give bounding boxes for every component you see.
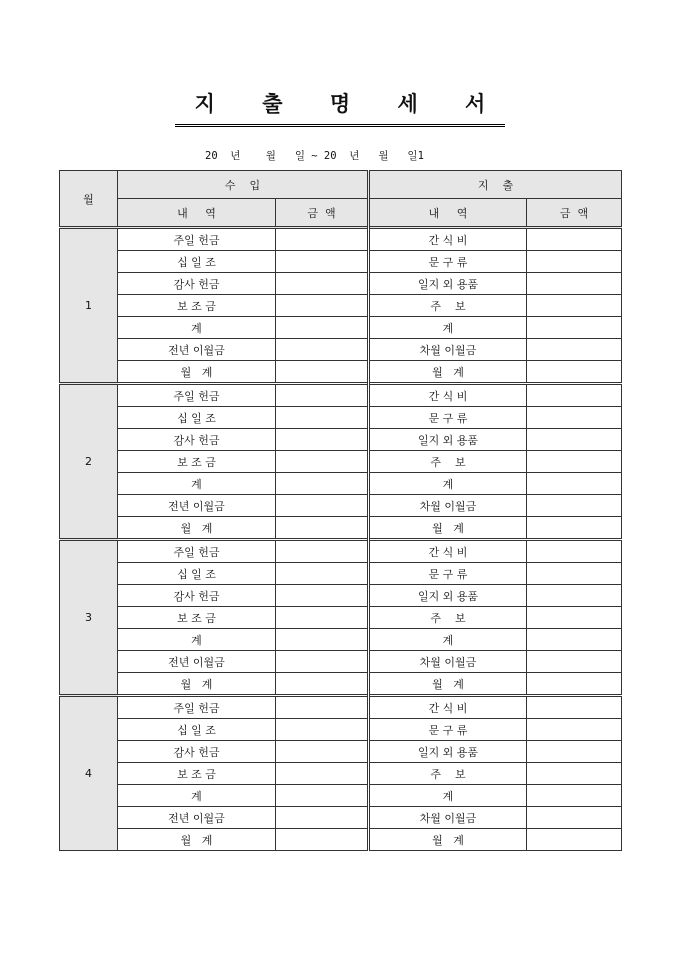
income-item-cell: 보 조 금: [118, 763, 276, 785]
month-header: 월: [60, 171, 118, 228]
expense-item-cell: 간 식 비: [369, 696, 527, 719]
table-row: [60, 563, 622, 585]
income-item-cell: 보 조 금: [118, 295, 276, 317]
expense-amount-cell[interactable]: [527, 807, 622, 829]
income-item-cell: 십 일 조: [118, 719, 276, 741]
month-group: [60, 384, 622, 540]
table-row: [60, 629, 622, 651]
document-title: 지 출 명 세 서: [175, 88, 506, 127]
expense-item-cell: 계: [369, 629, 527, 651]
income-amount-cell[interactable]: [276, 763, 369, 785]
income-item-cell: 감사 헌금: [118, 273, 276, 295]
income-amount-cell[interactable]: [276, 585, 369, 607]
expense-amount-cell[interactable]: [527, 473, 622, 495]
income-amount-cell[interactable]: [276, 719, 369, 741]
month-cell: 1: [60, 228, 118, 384]
income-amount-cell[interactable]: [276, 540, 369, 563]
month-cell: 2: [60, 384, 118, 540]
expense-amount-cell[interactable]: [527, 607, 622, 629]
income-item-cell: 감사 헌금: [118, 585, 276, 607]
table-row: [60, 673, 622, 696]
expense-amount-cell[interactable]: [527, 407, 622, 429]
month-cell: 4: [60, 696, 118, 851]
expense-item-cell: 차월 이월금: [369, 807, 527, 829]
expense-amount-cell[interactable]: [527, 451, 622, 473]
expense-amount-cell[interactable]: [527, 339, 622, 361]
table-row: [60, 407, 622, 429]
table-row: [60, 317, 622, 339]
header-row-1: [60, 171, 622, 199]
income-item-cell: 주일 헌금: [118, 696, 276, 719]
income-item-cell: 보 조 금: [118, 607, 276, 629]
document-title-wrap: [0, 88, 680, 127]
expense-item-cell: 문 구 류: [369, 251, 527, 273]
income-amount-cell[interactable]: [276, 273, 369, 295]
income-amount-cell[interactable]: [276, 251, 369, 273]
table-row: [60, 273, 622, 295]
income-item-cell: 주일 헌금: [118, 228, 276, 251]
income-amount-cell[interactable]: [276, 741, 369, 763]
expense-item-cell: 주 보: [369, 763, 527, 785]
expense-item-header: 내 역: [369, 199, 527, 228]
table-row: [60, 451, 622, 473]
expense-amount-cell[interactable]: [527, 540, 622, 563]
table-row: [60, 585, 622, 607]
expense-item-cell: 월 계: [369, 361, 527, 384]
income-amount-cell[interactable]: [276, 651, 369, 673]
expense-amount-cell[interactable]: [527, 317, 622, 339]
table-row: [60, 429, 622, 451]
expense-item-cell: 계: [369, 473, 527, 495]
table-row: [60, 651, 622, 673]
income-item-cell: 십 일 조: [118, 563, 276, 585]
table-row: [60, 807, 622, 829]
income-amount-cell[interactable]: [276, 673, 369, 696]
income-item-cell: 십 일 조: [118, 251, 276, 273]
period-line: 20 년 월 일 ~ 20 년 월 일1: [205, 150, 424, 162]
income-amount-cell[interactable]: [276, 629, 369, 651]
expense-item-cell: 월 계: [369, 517, 527, 540]
expense-amount-cell[interactable]: [527, 563, 622, 585]
income-item-cell: 주일 헌금: [118, 540, 276, 563]
income-amount-cell[interactable]: [276, 517, 369, 540]
table-row: [60, 719, 622, 741]
income-amount-cell[interactable]: [276, 473, 369, 495]
table-row: [60, 540, 622, 563]
expense-item-cell: 간 식 비: [369, 384, 527, 407]
table-row: [60, 495, 622, 517]
income-item-cell: 계: [118, 785, 276, 807]
expense-item-cell: 문 구 류: [369, 719, 527, 741]
expense-amount-cell[interactable]: [527, 785, 622, 807]
expense-item-cell: 계: [369, 317, 527, 339]
income-header: 수 입: [118, 171, 369, 199]
income-item-cell: 전년 이월금: [118, 339, 276, 361]
expense-item-cell: 일지 외 용품: [369, 429, 527, 451]
table-row: [60, 607, 622, 629]
income-amount-cell[interactable]: [276, 384, 369, 407]
income-item-cell: 감사 헌금: [118, 429, 276, 451]
expense-item-cell: 차월 이월금: [369, 339, 527, 361]
table-row: [60, 763, 622, 785]
table-row: [60, 741, 622, 763]
income-item-cell: 감사 헌금: [118, 741, 276, 763]
expense-amount-cell[interactable]: [527, 273, 622, 295]
expense-amount-cell[interactable]: [527, 585, 622, 607]
expense-amount-cell[interactable]: [527, 251, 622, 273]
income-item-cell: 월 계: [118, 673, 276, 696]
table-row: [60, 384, 622, 407]
expense-item-cell: 월 계: [369, 673, 527, 696]
income-amount-cell[interactable]: [276, 451, 369, 473]
expense-item-cell: 주 보: [369, 295, 527, 317]
table-row: [60, 696, 622, 719]
month-group: [60, 696, 622, 851]
income-amount-cell[interactable]: [276, 317, 369, 339]
expense-item-cell: 일지 외 용품: [369, 741, 527, 763]
expense-amount-cell[interactable]: [527, 384, 622, 407]
income-item-cell: 전년 이월금: [118, 807, 276, 829]
income-amount-cell[interactable]: [276, 339, 369, 361]
income-item-cell: 십 일 조: [118, 407, 276, 429]
income-item-cell: 계: [118, 629, 276, 651]
income-amount-cell[interactable]: [276, 607, 369, 629]
income-amount-cell[interactable]: [276, 228, 369, 251]
income-amount-cell[interactable]: [276, 785, 369, 807]
income-item-header: 내 역: [118, 199, 276, 228]
income-amount-cell[interactable]: [276, 495, 369, 517]
expense-amount-cell[interactable]: [527, 361, 622, 384]
income-amount-cell[interactable]: [276, 295, 369, 317]
income-amount-cell[interactable]: [276, 807, 369, 829]
income-item-cell: 보 조 금: [118, 451, 276, 473]
month-group: [60, 228, 622, 384]
table-row: [60, 251, 622, 273]
expense-amount-cell[interactable]: [527, 673, 622, 696]
income-item-cell: 월 계: [118, 361, 276, 384]
income-item-cell: 전년 이월금: [118, 651, 276, 673]
month-cell: 3: [60, 540, 118, 696]
expense-amount-cell[interactable]: [527, 763, 622, 785]
expense-header: 지 출: [369, 171, 622, 199]
expense-item-cell: 문 구 류: [369, 563, 527, 585]
expense-item-cell: 월 계: [369, 829, 527, 851]
income-item-cell: 계: [118, 317, 276, 339]
income-amount-cell[interactable]: [276, 429, 369, 451]
expense-statement-table: [59, 170, 622, 851]
income-amount-cell[interactable]: [276, 829, 369, 851]
expense-item-cell: 간 식 비: [369, 228, 527, 251]
table-row: [60, 361, 622, 384]
expense-item-cell: 간 식 비: [369, 540, 527, 563]
expense-amount-cell[interactable]: [527, 829, 622, 851]
income-item-cell: 전년 이월금: [118, 495, 276, 517]
expense-item-cell: 일지 외 용품: [369, 273, 527, 295]
expense-item-cell: 계: [369, 785, 527, 807]
expense-amount-cell[interactable]: [527, 629, 622, 651]
income-item-cell: 월 계: [118, 829, 276, 851]
income-item-cell: 주일 헌금: [118, 384, 276, 407]
expense-amount-cell[interactable]: [527, 517, 622, 540]
expense-item-cell: 주 보: [369, 607, 527, 629]
income-amount-header: 금 액: [276, 199, 369, 228]
table-row: [60, 339, 622, 361]
table-row: [60, 517, 622, 540]
table-row: [60, 228, 622, 251]
expense-item-cell: 문 구 류: [369, 407, 527, 429]
income-item-cell: 월 계: [118, 517, 276, 540]
income-amount-cell[interactable]: [276, 563, 369, 585]
table-row: [60, 785, 622, 807]
expense-amount-cell[interactable]: [527, 719, 622, 741]
income-amount-cell[interactable]: [276, 361, 369, 384]
expense-amount-cell[interactable]: [527, 741, 622, 763]
expense-amount-header: 금 액: [527, 199, 622, 228]
expense-amount-cell[interactable]: [527, 228, 622, 251]
table-row: [60, 829, 622, 851]
expense-amount-cell[interactable]: [527, 429, 622, 451]
expense-item-cell: 주 보: [369, 451, 527, 473]
income-item-cell: 계: [118, 473, 276, 495]
expense-amount-cell[interactable]: [527, 651, 622, 673]
income-amount-cell[interactable]: [276, 407, 369, 429]
table-row: [60, 295, 622, 317]
expense-item-cell: 일지 외 용품: [369, 585, 527, 607]
expense-amount-cell[interactable]: [527, 495, 622, 517]
header-row-2: [60, 199, 622, 228]
expense-item-cell: 차월 이월금: [369, 495, 527, 517]
expense-item-cell: 차월 이월금: [369, 651, 527, 673]
table-row: [60, 473, 622, 495]
income-amount-cell[interactable]: [276, 696, 369, 719]
month-group: [60, 540, 622, 696]
expense-amount-cell[interactable]: [527, 295, 622, 317]
expense-amount-cell[interactable]: [527, 696, 622, 719]
